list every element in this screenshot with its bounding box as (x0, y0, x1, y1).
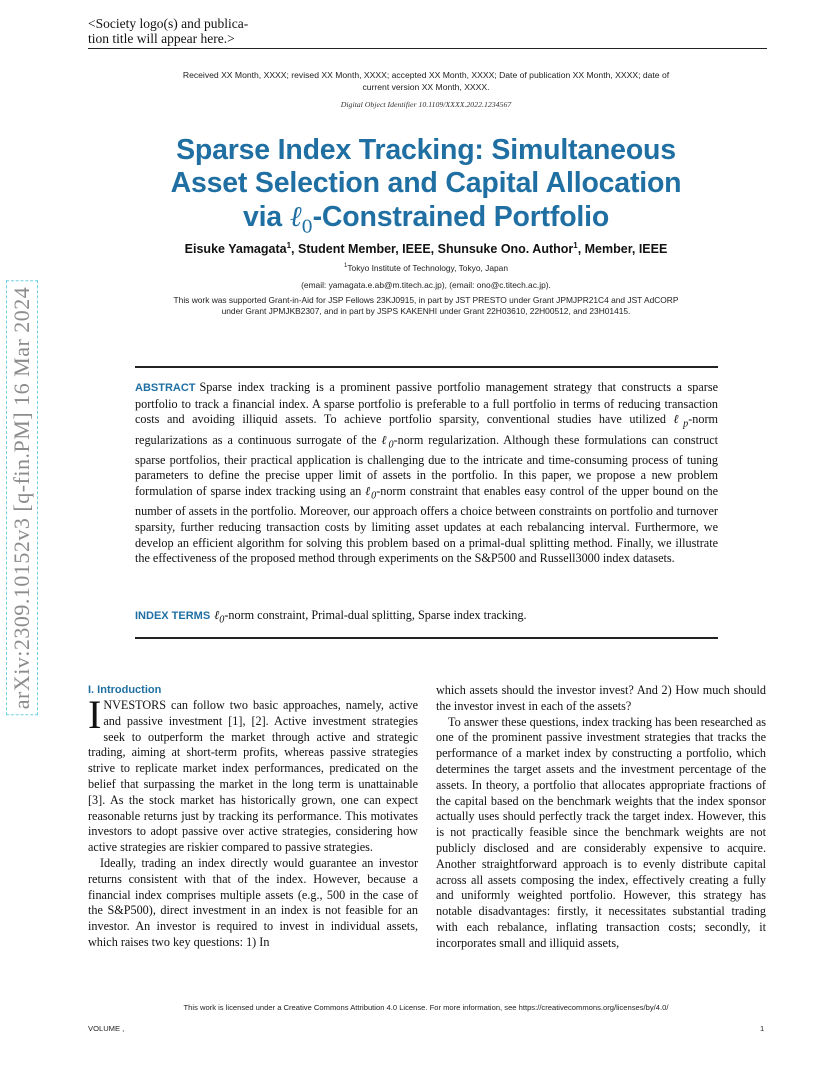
received-line-2: current version XX Month, XXXX. (362, 82, 490, 92)
index-ell-symbol (214, 608, 225, 626)
intro-paragraph-2: Ideally, trading an index directly would guarantee an investor returns consistent with that of the index. However, because a financial index comprises multiple assets (e.g., 500 in the case of the S&P500), direct investment in an index is not feasible for an investor. An investor is required to invest in individual assets, which raises two key questions: 1) In (88, 855, 418, 949)
author-2-role: , Member, IEEE (577, 242, 668, 257)
affiliation-sup: 1 (344, 263, 348, 270)
right-column (436, 683, 766, 952)
ell-0-symbol (381, 432, 394, 450)
funding-note (150, 295, 702, 317)
received-line-1: Received XX Month, XXXX; revised XX Month, XXXX; accepted XX Month, XXXX; Date of publication XX Month, XXXX; date of (182, 70, 670, 80)
index-ell-sub: 0 (219, 614, 225, 626)
intro-paragraph-1 (88, 692, 418, 856)
ell-p-symbol (673, 412, 689, 430)
ell-0b-symbol (365, 484, 377, 502)
title-line-3 (120, 200, 732, 244)
page-number: 1 (760, 1024, 765, 1033)
ell-p-sub: p (683, 418, 689, 430)
affiliation-text: Tokyo Institute of Technology, Tokyo, Japan (347, 263, 508, 273)
abstract-text-a: Sparse index tracking is a prominent passive portfolio management strategy that constructs a sparse portfolio to track a financial index. A sparse portfolio is preferable to a full portfolio in terms of reducing transaction costs and avoiding illiquid assets. To achieve portfolio sparsity, conventional studies have utilized (135, 380, 718, 427)
intro-paragraph-4: To answer these questions, index tracking has been researched as one of the prominent passive investment strategies that tracks the performance of a market index by constructing a portfolio, which determines the target assets and the investment percentage of the assets. In theory, a portfolio that allocates appropriate fractions of the capital based on the benchmark weights that the index sponsor actually uses should perfectly track the target index. However, this is not practically feasible since the benchmark weights are not publicly disclosed and are considerably expensive to acquire. Another straightforward approach is to evenly distribute capital across all assets composing the index, effectively creating a fully and uniformly weighted portfolio. However, this strategy has notable disadvantages: firstly, it necessitates substantial trading with each rebalance, inflating transaction costs; secondly, it incorporates small and illiquid assets, (436, 714, 766, 950)
abstract-top-rule (135, 366, 718, 368)
index-terms (135, 608, 718, 625)
abstract-bottom-rule (135, 637, 718, 639)
title-line-2: Asset Selection and Capital Allocation (170, 167, 682, 199)
paper-title (120, 134, 732, 244)
doi: Digital Object Identifier 10.1109/XXXX.2022.1234567 (340, 100, 512, 109)
received-dates (150, 69, 702, 93)
abstract-text-d: -norm constraint that enables easy control of the upper bound on the number of assets in the portfolio. Moreover, our approach offers a choice between constraints on portfolio and turnover sparsity, further reducing transaction costs by limiting asset updates at each rebalancing interval. Furthermore, we develop an efficient algorithm for solving this problem based on a primal-dual splitting method. Finally, we illustrate the effectiveness of the proposed method through experiments on the S&P500 and Russell3000 index datasets. (135, 484, 718, 566)
abstract-text-c: -norm regularization. Although these formulations can construct sparse portfolios, their practical application is challenging due to the intricate and time-consuming process of tuning parameters to define the precise upper limit of assets in the portfolio. In this paper, we propose a new problem formulation of sparse index tracking using an (135, 432, 719, 499)
header-rule (88, 48, 767, 49)
index-terms-text: -norm constraint, Primal-dual splitting, Sparse index tracking. (224, 608, 527, 622)
funding-line-1: This work was supported Grant-in-Aid for JSP Fellows 23KJ0915, in part by JST PRESTO under Grant JPMJPR21C4 and JST AdCORP (173, 295, 679, 305)
ell-0b: ℓ (365, 484, 372, 499)
ell-0b-sub: 0 (371, 490, 377, 502)
volume-label: VOLUME , (88, 1024, 125, 1033)
ell-p: ℓ (673, 412, 684, 427)
funding-line-2: under Grant JPMJKB2307, and in part by JSPS KAKENHI under Grant 22H03610, 22H00512, and 23H01415. (221, 306, 631, 316)
title-line-3-suffix: -Constrained Portfolio (312, 201, 610, 233)
affiliation (150, 263, 702, 273)
dropcap-letter: I (88, 692, 102, 737)
left-column (88, 683, 418, 951)
abstract-label: ABSTRACT (135, 382, 196, 394)
arxiv-sidebar (6, 238, 38, 758)
society-line-1: <Society logo(s) and publica- (88, 16, 249, 31)
author-emails: (email: yamagata.e.ab@m.titech.ac.jp), (email: ono@c.titech.ac.jp). (301, 280, 551, 290)
abstract-text-b: -norm regularizations as a continuous surrogate of the (135, 412, 719, 447)
author-2-sup: 1 (573, 241, 578, 250)
title-line-1: Sparse Index Tracking: Simultaneous (176, 134, 676, 166)
section-heading-introduction: I. Introduction (88, 684, 162, 696)
intro-paragraph-3: which assets should the investor invest? And 2) How much should the investor invest in each of the assets? (436, 683, 766, 713)
index-ell: ℓ (214, 608, 220, 622)
intro-p1-text: NVESTORS can follow two basic approaches, namely, active and passive investment [1], [2]. Active investment strategies seek to outperform the market through active and strategic trading, aiming at short-term profits, whereas passive strategies strive to replicate market index performances, predicated on the belief that surpassing the market in the long term is unattainable [3]. As the stock market has historically grown, one can expect reasonable returns just by tracking its performance. This motivates investors to adopt passive over active strategies, considering how active strategies are riskier compared to passive strategies. (88, 698, 418, 855)
title-ell-symbol (289, 200, 313, 238)
abstract (135, 380, 718, 567)
society-placeholder (88, 16, 248, 46)
arxiv-identifier[interactable]: arXiv:2309.10152v3 [q-fin.PM] 16 Mar 2024 (9, 284, 35, 713)
ell-0: ℓ (381, 432, 389, 447)
society-line-2: tion title will appear here.> (88, 31, 235, 46)
title-line-3-prefix: via (242, 201, 290, 233)
author-1-name: Eisuke Yamagata (184, 242, 287, 257)
index-terms-label: INDEX TERMS (135, 610, 211, 622)
license-note: This work is licensed under a Creative Commons Attribution 4.0 License. For more information, see https://creativecommons.org/licenses/by/4.0/ (183, 1003, 669, 1012)
author-1-sup: 1 (286, 241, 292, 250)
title-ell-sub: 0 (301, 216, 313, 238)
ell-0-sub: 0 (388, 438, 394, 450)
author-roles: , Student Member, IEEE, Shunsuke Ono. Author (291, 242, 574, 257)
title-ell: ℓ (289, 200, 302, 233)
author-list (120, 241, 732, 256)
